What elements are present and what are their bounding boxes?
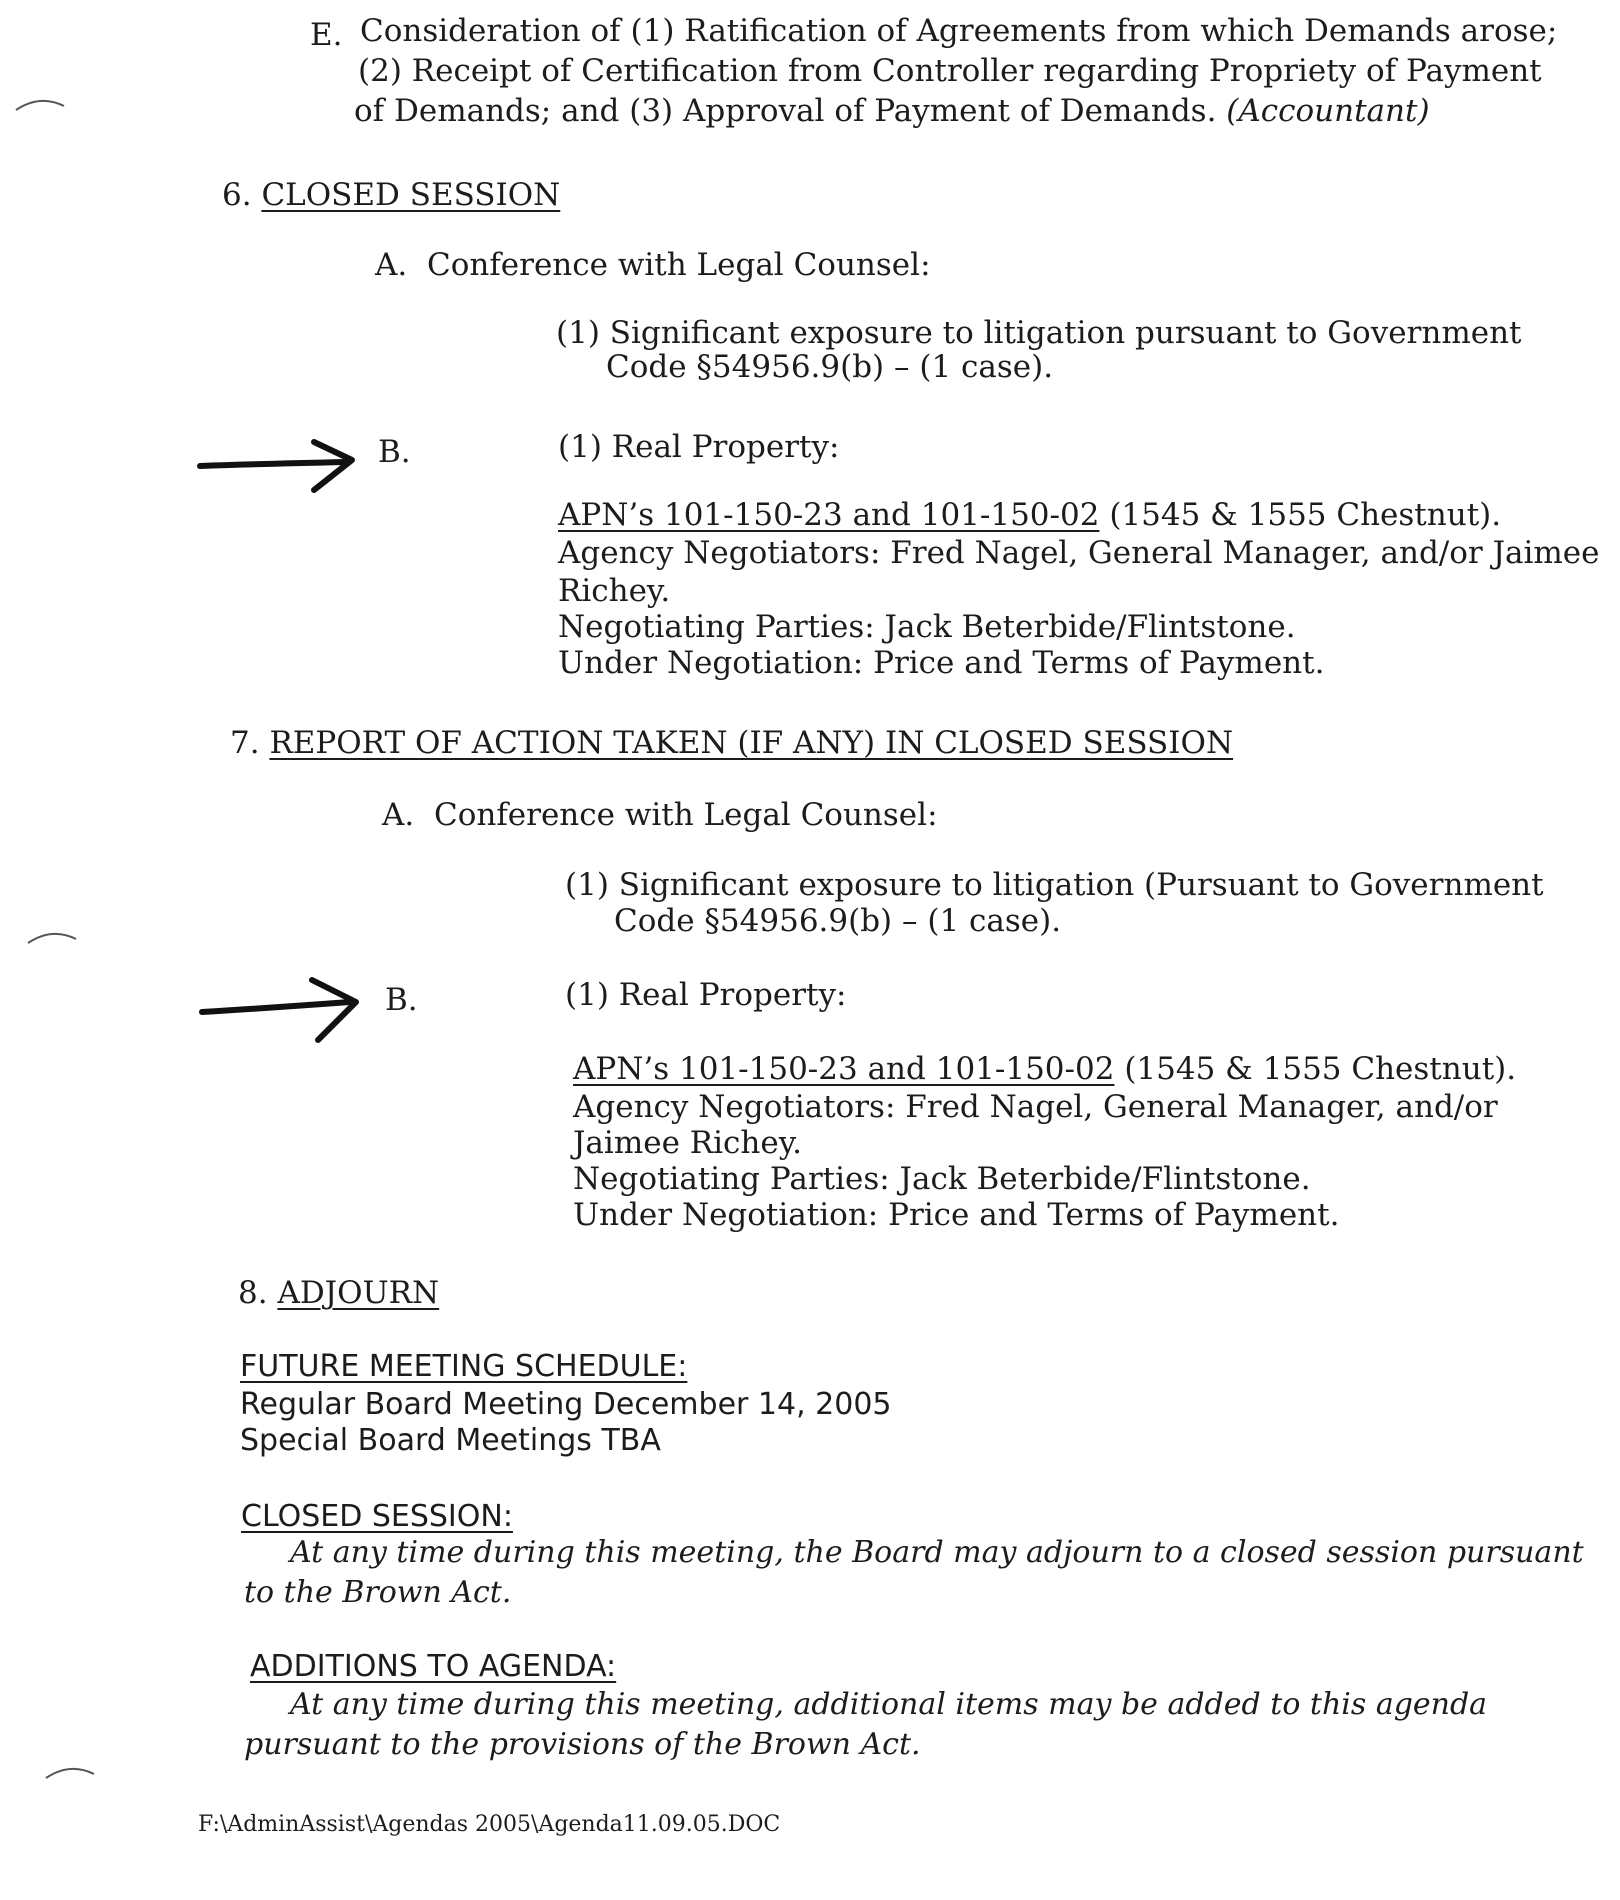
- section-6-number: 6.: [222, 177, 252, 213]
- section-6-heading: [222, 177, 561, 213]
- item-e-line-3: [354, 93, 1430, 129]
- section-7-a-letter: A.: [382, 797, 415, 833]
- section-6-a1-line-1: (1) Significant exposure to litigation pursuant to Government: [556, 315, 1522, 351]
- punch-hole-mark-1: [10, 92, 70, 122]
- section-6-apn-number: APN’s 101-150-23 and 101-150-02: [558, 497, 1100, 533]
- closed-session-heading: CLOSED SESSION:: [241, 1499, 513, 1534]
- section-7-number: 7.: [230, 725, 260, 761]
- section-6-negotiators-line-2: Richey.: [558, 573, 671, 609]
- additions-heading: ADDITIONS TO AGENDA:: [250, 1649, 617, 1684]
- section-6-apn-address: (1545 & 1555 Chestnut).: [1109, 497, 1502, 533]
- hand-drawn-arrow-icon: [196, 436, 366, 496]
- future-schedule-line-1: Regular Board Meeting December 14, 2005: [240, 1387, 892, 1422]
- punch-hole-mark-3: [40, 1760, 100, 1790]
- section-6-a: [375, 247, 931, 283]
- section-6-under-negotiation: Under Negotiation: Price and Terms of Payment.: [558, 645, 1325, 681]
- section-7-b1-label: (1) Real Property:: [565, 977, 847, 1013]
- item-e-role: (Accountant): [1226, 93, 1430, 129]
- section-6-negotiators-line-1: Agency Negotiators: Fred Nagel, General Manager, and/or Jaimee: [558, 535, 1600, 571]
- section-6-a-letter: A.: [375, 247, 408, 283]
- item-e-letter: E.: [310, 17, 343, 53]
- section-7-title: REPORT OF ACTION TAKEN (IF ANY) IN CLOSED SESSION: [269, 725, 1234, 761]
- section-7-negotiators-line-2: Jaimee Richey.: [573, 1125, 802, 1161]
- section-6-parties: Negotiating Parties: Jack Beterbide/Flintstone.: [558, 609, 1296, 645]
- closed-session-line-1: At any time during this meeting, the Board may adjourn to a closed session pursuant: [290, 1535, 1584, 1570]
- section-7-apn: [573, 1051, 1517, 1087]
- section-7-heading: [230, 725, 1234, 761]
- section-7-a1-line-2: Code §54956.9(b) – (1 case).: [614, 903, 1062, 939]
- section-6-title: CLOSED SESSION: [261, 177, 561, 213]
- additions-line-2: pursuant to the provisions of the Brown Act.: [244, 1727, 921, 1762]
- hand-drawn-arrow-icon: [198, 976, 368, 1046]
- future-schedule-line-2: Special Board Meetings TBA: [240, 1423, 661, 1458]
- punch-hole-mark-2: [22, 925, 82, 955]
- section-7-apn-address: (1545 & 1555 Chestnut).: [1124, 1051, 1517, 1087]
- section-6-b-letter: B.: [378, 434, 411, 470]
- section-6-apn: [558, 497, 1502, 533]
- additions-line-1: At any time during this meeting, additional items may be added to this agenda: [290, 1687, 1488, 1722]
- section-6-b1-label: (1) Real Property:: [558, 429, 840, 465]
- section-6-a-label: Conference with Legal Counsel:: [426, 247, 931, 283]
- item-e-line-3-text: of Demands; and (3) Approval of Payment of Demands.: [354, 93, 1217, 129]
- footer-file-path: F:\AdminAssist\Agendas 2005\Agenda11.09.05.DOC: [198, 1812, 781, 1837]
- section-7-a-label: Conference with Legal Counsel:: [433, 797, 938, 833]
- closed-session-line-2: to the Brown Act.: [244, 1575, 512, 1610]
- section-7-a: [382, 797, 938, 833]
- section-7-apn-number: APN’s 101-150-23 and 101-150-02: [573, 1051, 1115, 1087]
- item-e-line-1: Consideration of (1) Ratification of Agreements from which Demands arose;: [360, 13, 1558, 49]
- section-7-under-negotiation: Under Negotiation: Price and Terms of Payment.: [573, 1197, 1340, 1233]
- section-7-negotiators-line-1: Agency Negotiators: Fred Nagel, General Manager, and/or: [573, 1089, 1498, 1125]
- section-7-b-letter: B.: [385, 982, 418, 1018]
- section-7-parties: Negotiating Parties: Jack Beterbide/Flintstone.: [573, 1161, 1311, 1197]
- item-e-line-2: (2) Receipt of Certification from Controller regarding Propriety of Payment: [358, 53, 1542, 89]
- future-schedule-heading: FUTURE MEETING SCHEDULE:: [240, 1349, 688, 1384]
- section-7-a1-line-1: (1) Significant exposure to litigation (Pursuant to Government: [565, 867, 1544, 903]
- section-8-title: ADJOURN: [277, 1275, 440, 1311]
- section-8-heading: [238, 1275, 440, 1311]
- section-6-a1-line-2: Code §54956.9(b) – (1 case).: [606, 349, 1054, 385]
- section-8-number: 8.: [238, 1275, 268, 1311]
